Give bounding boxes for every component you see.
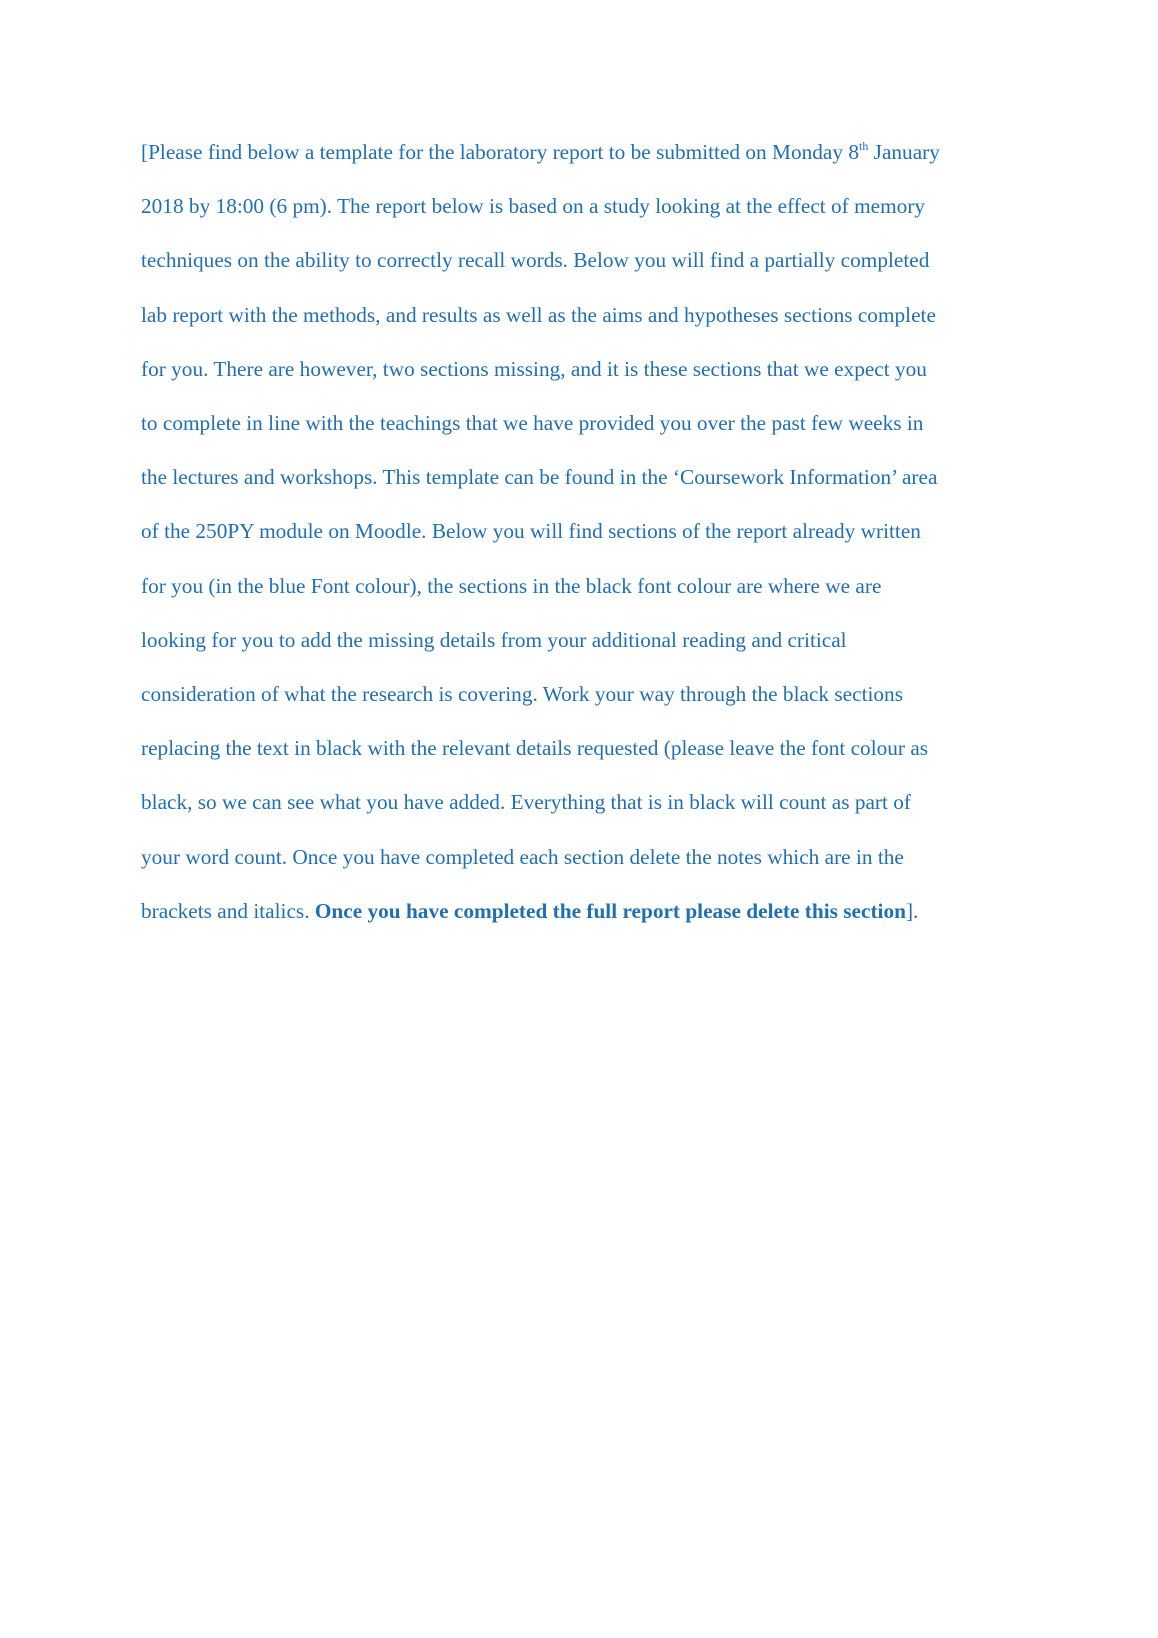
paragraph-line-6: to complete in line with the teachings that we have provided you over the past few weeks in: [141, 411, 924, 436]
line-15-text-after: ].: [905, 898, 919, 923]
line-15-text-before: brackets and italics.: [141, 898, 315, 923]
paragraph-line-15: [141, 884, 1031, 938]
line-1-text-before: [Please find below a template for the laboratory report to be submitted on Monday 8: [141, 140, 859, 164]
paragraph-line-13: black, so we can see what you have added. Everything that is in black will count as part of: [141, 790, 912, 815]
paragraph-line-12: replacing the text in black with the relevant details requested (please leave the font colour as: [141, 736, 929, 761]
paragraph-line-10: looking for you to add the missing details from your additional reading and critical: [141, 627, 847, 652]
paragraph-line-1: [141, 125, 1031, 179]
paragraph-line-14: your word count. Once you have completed each section delete the notes which are in the: [141, 844, 904, 869]
paragraph-line-5: for you. There are however, two sections missing, and it is these sections that we expect you: [141, 356, 927, 381]
paragraph-line-11: consideration of what the research is covering. Work your way through the black sections: [141, 682, 903, 707]
paragraph-line-9: for you (in the blue Font colour), the sections in the black font colour are where we are: [141, 573, 882, 598]
bold-delete-instruction: Once you have completed the full report please delete this section: [314, 898, 906, 923]
instructions-paragraph: [141, 125, 1031, 938]
paragraph-line-7: the lectures and workshops. This template can be found in the ‘Coursework Information’ area: [141, 465, 938, 490]
paragraph-line-8: of the 250PY module on Moodle. Below you will find sections of the report already written: [141, 519, 921, 544]
paragraph-line-2: 2018 by 18:00 (6 pm). The report below is based on a study looking at the effect of memory: [141, 194, 926, 219]
line-1-text-after: January: [868, 140, 940, 164]
ordinal-superscript: th: [858, 138, 869, 153]
paragraph-line-3: techniques on the ability to correctly recall words. Below you will find a partially completed: [141, 248, 930, 273]
paragraph-line-4: lab report with the methods, and results as well as the aims and hypotheses sections complete: [141, 302, 936, 327]
